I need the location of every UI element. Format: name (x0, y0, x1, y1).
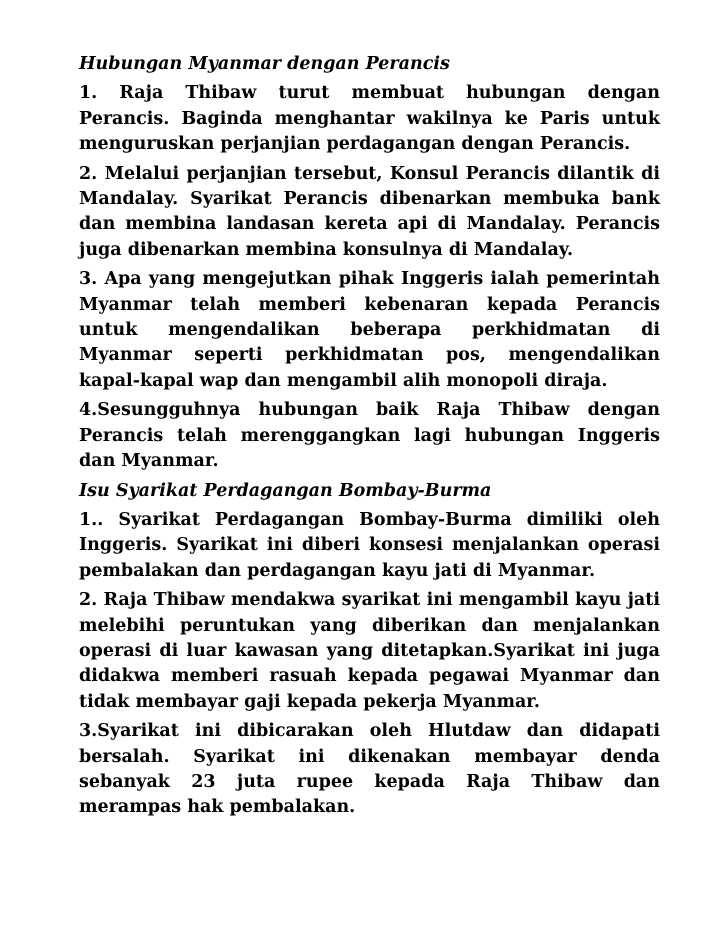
section-myanmar-perancis (79, 52, 660, 475)
section-bombay-burma (79, 479, 660, 821)
section-heading: Hubungan Myanmar dengan Perancis (79, 54, 450, 74)
paragraph: 2. Melalui perjanjian tersebut, Konsul Perancis dilantik di Mandalay. Syarikat Perancis dibenarkan membuka bank dan membina landasan kereta api di Mandalay. Perancis juga dibenarkan membina konsulnya di Mandalay. (79, 163, 660, 260)
paragraph: 3.Syarikat ini dibicarakan oleh Hlutdaw dan didapati bersalah. Syarikat ini dikenakan membayar denda sebanyak 23 juta rupee kepada Raja Thibaw dan merampas hak pembalakan. (79, 721, 660, 818)
paragraph: 1. Raja Thibaw turut membuat hubungan dengan Perancis. Baginda menghantar wakilnya ke Paris untuk menguruskan perjanjian perdagangan dengan Perancis. (79, 83, 660, 155)
section-heading: Isu Syarikat Perdagangan Bombay-Burma (79, 480, 492, 501)
paragraph: 1.. Syarikat Perdagangan Bombay-Burma dimiliki oleh Inggeris. Syarikat ini diberi konsesi menjalankan operasi pembalakan dan perdagangan kayu jati di Myanmar. (79, 509, 660, 581)
document-page (79, 52, 660, 825)
paragraph: 3. Apa yang mengejutkan pihak Inggeris ialah pemerintah Myanmar telah memberi kebenaran kepada Perancis untuk mengendalikan beberapa perkhidmatan di Myanmar seperti perkhidmatan pos, mengendalikan kapal-kapal wap dan mengambil alih monopoli diraja. (79, 269, 660, 391)
paragraph: 2. Raja Thibaw mendakwa syarikat ini mengambil kayu jati melebihi peruntukan yang diberikan dan menjalankan operasi di luar kawasan yang ditetapkan.Syarikat ini juga didakwa memberi rasuah kepada pegawai Myanmar dan tidak membayar gaji kepada pekerja Myanmar. (79, 590, 660, 712)
paragraph: 4.Sesungguhnya hubungan baik Raja Thibaw dengan Perancis telah merenggangkan lagi hubungan Inggeris dan Myanmar. (79, 400, 660, 472)
